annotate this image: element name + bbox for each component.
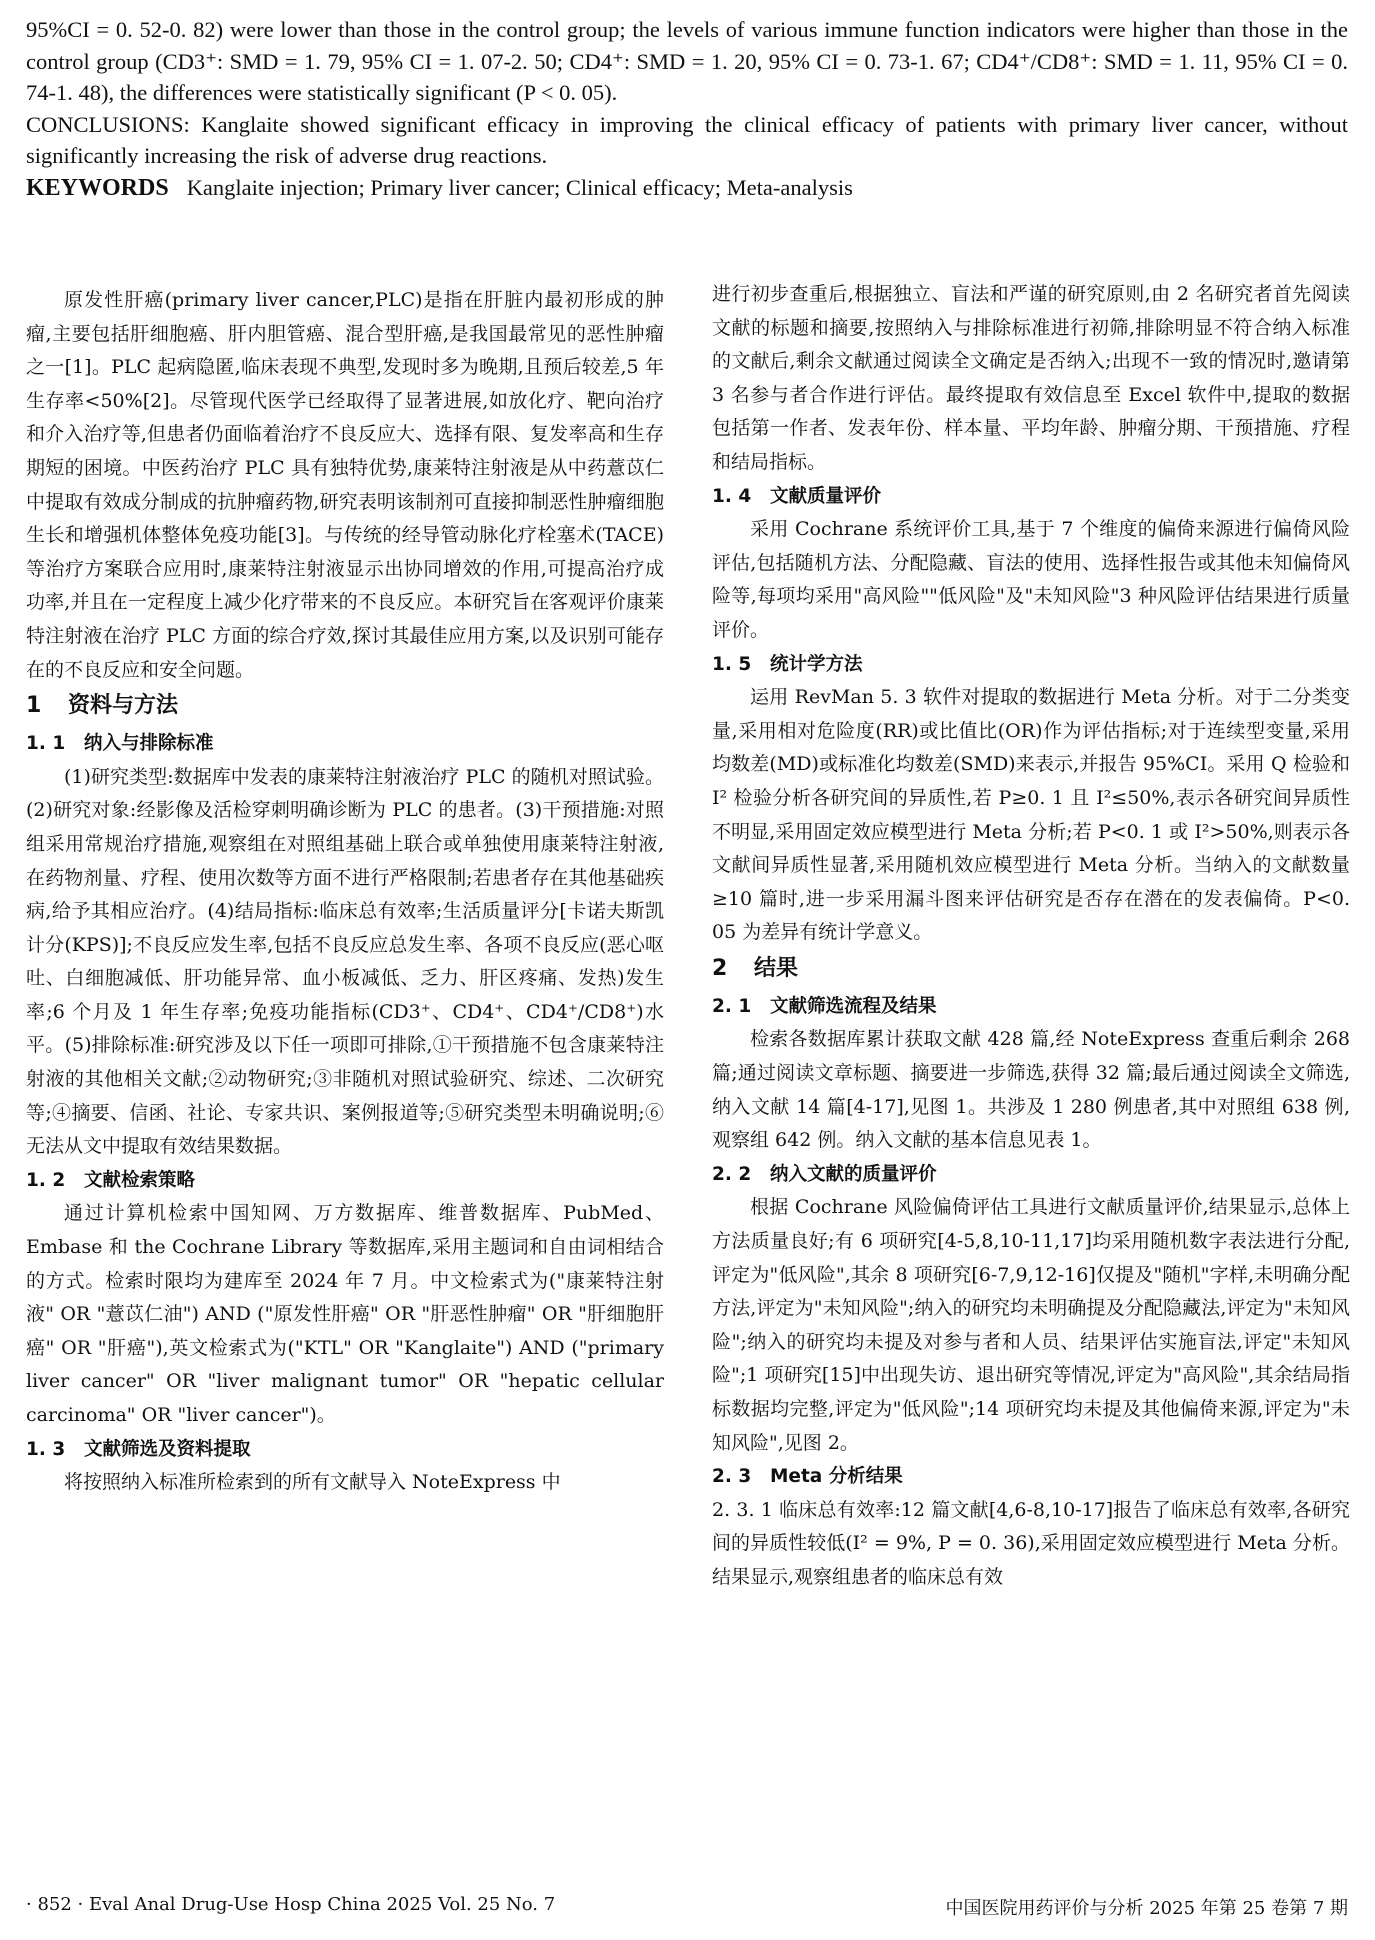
abstract-conclusions: CONCLUSIONS: Kanglaite showed significant efficacy in improving the clinical efficacy of patients with primary liver cancer, without significantly increasing the risk of adverse drug reactions. bbox=[26, 111, 1348, 168]
subsection-heading-1-4: 1. 4 文献质量评价 bbox=[712, 485, 882, 507]
footer-left: · 852 · Eval Anal Drug-Use Hosp China 2025 Vol. 25 No. 7 bbox=[26, 1894, 556, 1915]
statistics-paragraph: 运用 RevMan 5. 3 软件对提取的数据进行 Meta 分析。对于二分类变量,采用相对危险度(RR)或比值比(OR)作为评估指标;对于连续型变量,采用均数差(MD)或标准化均数差(SMD)来表示,并报告 95%CI。采用 Q 检验和 I² 检验分析各研究间的异质性,若 P≥0. 1 且 I²≤50%,表示各研究间异质性不明显,采用固定效应模型进行 Meta 分析;若 P<0. 1 或 I²>50%,则表示各文献间异质性显著,采用随机效应模型进行 Meta 分析。当纳入的文献数量≥10 篇时,进一步采用漏斗图来评估研究是否存在潜在的发表偏倚。P<0. 05 为差异有统计学意义。 bbox=[712, 686, 1350, 944]
section-heading-1: 1 资料与方法 bbox=[26, 693, 179, 719]
quality-results-paragraph: 根据 Cochrane 风险偏倚评估工具进行文献质量评价,结果显示,总体上方法质量良好;有 6 项研究[4-5,8,10-11,17]均采用随机数字表法进行分配,评定为"低风险",其余 8 项研究[6-7,9,12-16]仅提及"随机"字样,未明确分配方法,评定为"未知风险";纳入的研究均未明确提及分配隐藏法,评定为"未知风险";纳入的研究均未提及对参与者和人员、结果评估实施盲法,评定"未知风险";1 项研究[15]中出现失访、退出研究等情况,评定为"高风险",其余结局指标数据均完整,评定为"低风险";14 项研究均未提及其他偏倚来源,评定为"未知风险",见图 2。 bbox=[712, 1196, 1350, 1454]
keywords-text: Kanglaite injection; Primary liver cancer; Clinical efficacy; Meta-analysis bbox=[186, 174, 853, 200]
search-strategy-paragraph: 通过计算机检索中国知网、万方数据库、维普数据库、PubMed、Embase 和 the Cochrane Library 等数据库,采用主题词和自由词相结合的方式。检索时限均为建库至 2024 年 7 月。中文检索式为("康莱特注射液" OR "薏苡仁油") AND ("原发性肝癌" OR "肝恶性肿瘤" OR "肝细胞肝癌" OR "肝癌"),英文检索式为("KTL" OR "Kanglaite") AND ("primary liver cancer" OR "liver malignant tumor" OR "hepatic cellular carcinoma" OR "liver cancer")。 bbox=[26, 1202, 664, 1426]
keywords-label: KEYWORDS bbox=[26, 174, 169, 201]
meta-results-paragraph: 2. 3. 1 临床总有效率:12 篇文献[4,6-8,10-17]报告了临床总有效率,各研究间的异质性较低(I² = 9%, P = 0. 36),采用固定效应模型进行 Meta 分析。结果显示,观察组患者的临床总有效 bbox=[712, 1498, 1350, 1588]
subsection-heading-2-3: 2. 3 Meta 分析结果 bbox=[712, 1466, 903, 1488]
intro-paragraph: 原发性肝癌(primary liver cancer,PLC)是指在肝脏内最初形成的肿瘤,主要包括肝细胞癌、肝内胆管癌、混合型肝癌,是我国最常见的恶性肿瘤之一[1]。PLC 起病隐匿,临床表现不典型,发现时多为晚期,且预后较差,5 年生存率<50%[2]。尽管现代医学已经取得了显著进展,如放化疗、靶向治疗和介入治疗等,但患者仍面临着治疗不良反应大、选择有限、复发率高和生存期短的困境。中医药治疗 PLC 具有独特优势,康莱特注射液是从中药薏苡仁中提取有效成分制成的抗肿瘤药物,研究表明该制剂可直接抑制恶性肿瘤细胞生长和增强机体整体免疫功能[3]。与传统的经导管动脉化疗栓塞术(TACE)等治疗方案联合应用时,康莱特注射液显示出协同增效的作用,可提高治疗成功率,并且在一定程度上减少化疗带来的不良反应。本研究旨在客观评价康莱特注射液在治疗 PLC 方面的综合疗效,探讨其最佳应用方案,以及识别可能存在的不良反应和安全问题。 bbox=[26, 289, 664, 681]
quality-paragraph: 采用 Cochrane 系统评价工具,基于 7 个维度的偏倚来源进行偏倚风险评估,包括随机方法、分配隐藏、盲法的使用、选择性报告或其他未知偏倚风险等,每项均采用"高风险""低风险"及"未知风险"3 种风险评估结果进行质量评价。 bbox=[712, 518, 1350, 641]
subsection-heading-2-2: 2. 2 纳入文献的质量评价 bbox=[712, 1163, 937, 1185]
subsection-heading-1-5: 1. 5 统计学方法 bbox=[712, 653, 863, 675]
screening-paragraph-start: 将按照纳入标准所检索到的所有文献导入 NoteExpress 中 bbox=[64, 1471, 561, 1494]
subsection-heading-2-1: 2. 1 文献筛选流程及结果 bbox=[712, 995, 937, 1017]
keywords-line bbox=[26, 172, 1348, 205]
footer-right: 中国医院用药评价与分析 2025 年第 25 卷第 7 期 bbox=[945, 1898, 1348, 1919]
left-column bbox=[26, 284, 664, 1500]
abstract-results-text: 95%CI = 0. 52-0. 82) were lower than those in the control group; the levels of various immune function indicators were higher than those in the control group (CD3⁺: SMD = 1. 79, 95% CI = 1. 07-2. 50; CD4⁺: SMD = 1. 20, 95% CI = 0. 73-1. 67; CD4⁺/CD8⁺: SMD = 1. 11, 95% CI = 0. 74-1. 48), the differences were statistically significant (P < 0. 05). bbox=[26, 17, 1348, 105]
criteria-paragraph: (1)研究类型:数据库中发表的康莱特注射液治疗 PLC 的随机对照试验。(2)研究对象:经影像及活检穿刺明确诊断为 PLC 的患者。(3)干预措施:对照组采用常规治疗措施,观察组在对照组基础上联合或单独使用康莱特注射液,在药物剂量、疗程、使用次数等方面不进行严格限制;若患者存在其他基础疾病,给予其相应治疗。(4)结局指标:临床总有效率;生活质量评分[卡诺夫斯凯计分(KPS)];不良反应发生率,包括不良反应总发生率、各项不良反应(恶心呕吐、白细胞减低、肝功能异常、血小板减低、乏力、肝区疼痛、发热)发生率;6 个月及 1 年生存率;免疫功能指标(CD3⁺、CD4⁺、CD4⁺/CD8⁺)水平。(5)排除标准:研究涉及以下任一项即可排除,①干预措施不包含康莱特注射液的其他相关文献;②动物研究;③非随机对照试验研究、综述、二次研究等;④摘要、信函、社论、专家共识、案例报道等;⑤研究类型未明确说明;⑥无法从文中提取有效结果数据。 bbox=[26, 765, 664, 1158]
results-screening-paragraph: 检索各数据库累计获取文献 428 篇,经 NoteExpress 查重后剩余 268 篇;通过阅读文章标题、摘要进一步筛选,获得 32 篇;最后通过阅读全文筛选,纳入文献 14 篇[4-17],见图 1。共涉及 1 280 例患者,其中对照组 638 例,观察组 642 例。纳入文献的基本信息见表 1。 bbox=[712, 1028, 1350, 1152]
screening-paragraph-cont: 进行初步查重后,根据独立、盲法和严谨的研究原则,由 2 名研究者首先阅读文献的标题和摘要,按照纳入与排除标准进行初筛,排除明显不符合纳入标准的文献后,剩余文献通过阅读全文确定是否纳入;出现不一致的情况时,邀请第 3 名参与者合作进行评估。最终提取有效信息至 Excel 软件中,提取的数据包括第一作者、发表年份、样本量、平均年龄、肿瘤分期、干预措施、疗程和结局指标。 bbox=[712, 283, 1350, 473]
section-heading-2: 2 结果 bbox=[712, 955, 799, 981]
subsection-heading-1-1: 1. 1 纳入与排除标准 bbox=[26, 733, 214, 755]
right-column bbox=[712, 278, 1350, 1595]
abstract-block bbox=[26, 14, 1348, 204]
subsection-heading-1-2: 1. 2 文献检索策略 bbox=[26, 1169, 196, 1191]
subsection-heading-1-3: 1. 3 文献筛选及资料提取 bbox=[26, 1438, 251, 1460]
